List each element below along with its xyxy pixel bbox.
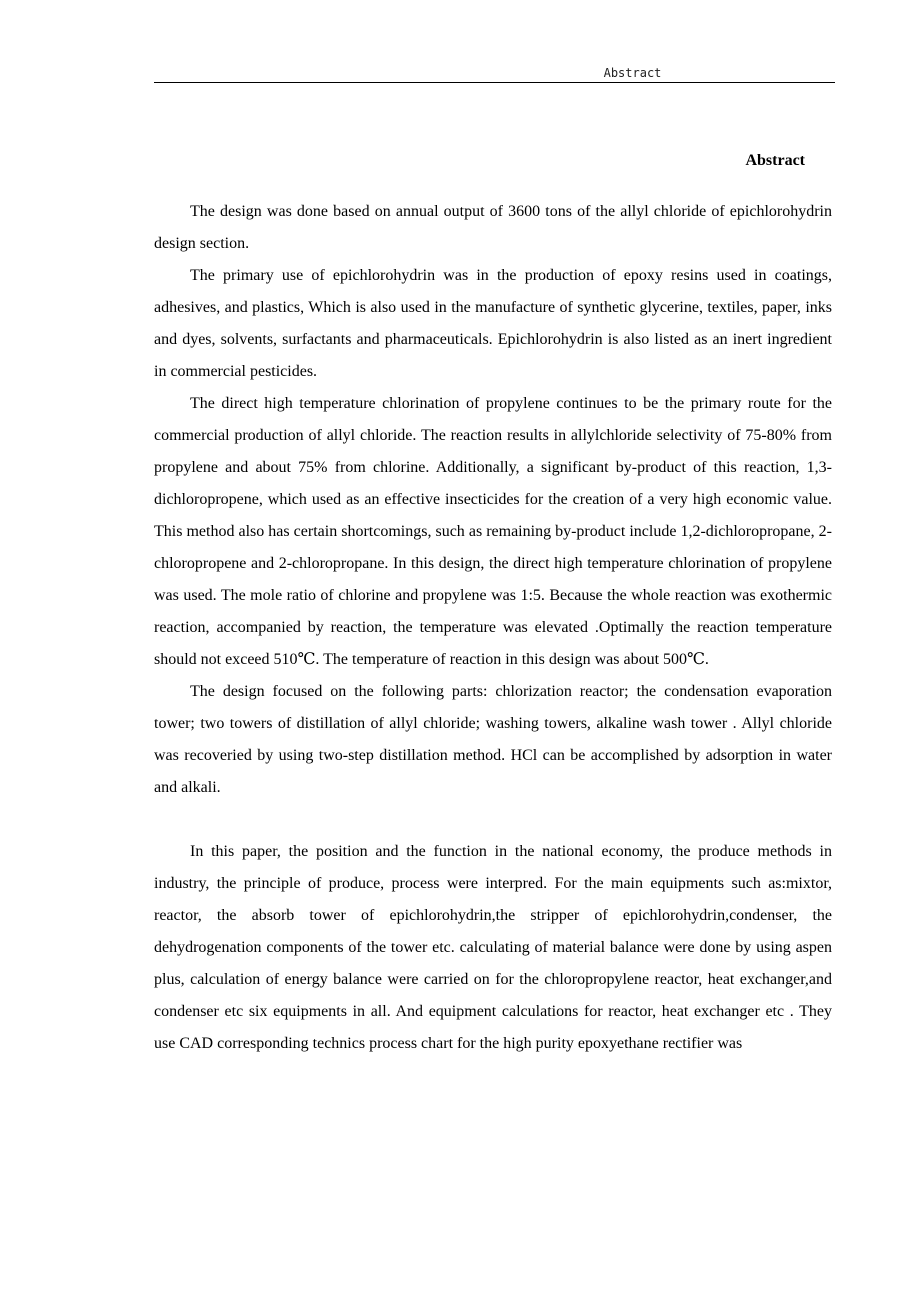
paragraph-4: The design focused on the following parts: chlorization reactor; the condensation evaporation tower; two towers of distillation of allyl chloride; washing towers, alkaline wash tower . Allyl chloride was recoveried by using two-step distillation method. HCl can be accomplished by adsorption in water and alkali. [154,683,832,796]
paragraph-1: The design was done based on annual output of 3600 tons of the allyl chloride of epichlorohydrin design section. [154,203,832,252]
paragraph-gap [154,804,832,836]
running-header-title: Abstract [603,66,662,80]
abstract-body [154,196,832,1060]
paragraph-5: In this paper, the position and the function in the national economy, the produce methods in industry, the principle of produce, process were interpred. For the main equipments such as:mixtor, reactor, the absorb tower of epichlorohydrin,the stripper of epichlorohydrin,condenser, the dehydrogenation components of the tower etc. calculating of material balance were done by using aspen plus, calculation of energy balance were carried on for the chloropropylene reactor, heat exchanger,and condenser etc six equipments in all. And equipment calculations for reactor, heat exchanger etc . They use CAD corresponding technics process chart for the high purity epoxyethane rectifier was [154,843,832,1052]
page-title: Abstract [745,152,805,169]
running-header [154,66,835,80]
paragraph-3: The direct high temperature chlorination of propylene continues to be the primary route for the commercial production of allyl chloride. The reaction results in allylchloride selectivity of 75-80% from propylene and about 75% from chlorine. Additionally, a significant by-product of this reaction, 1,3-dichloropropene, which used as an effective insecticides for the creation of a very high economic value. This method also has certain shortcomings, such as remaining by-product include 1,2-dichloropropane, 2-chloropropene and 2-chloropropane. In this design, the direct high temperature chlorination of propylene was used. The mole ratio of chlorine and propylene was 1:5. Because the whole reaction was exothermic reaction, accompanied by reaction, the temperature was elevated .Optimally the reaction temperature should not exceed 510℃. The temperature of reaction in this design was about 500℃. [154,395,832,668]
paragraph-2: The primary use of epichlorohydrin was in the production of epoxy resins used in coatings, adhesives, and plastics, Which is also used in the manufacture of synthetic glycerine, textiles, paper, inks and dyes, solvents, surfactants and pharmaceuticals. Epichlorohydrin is also listed as an inert ingredient in commercial pesticides. [154,267,832,380]
header-rule [154,82,835,83]
